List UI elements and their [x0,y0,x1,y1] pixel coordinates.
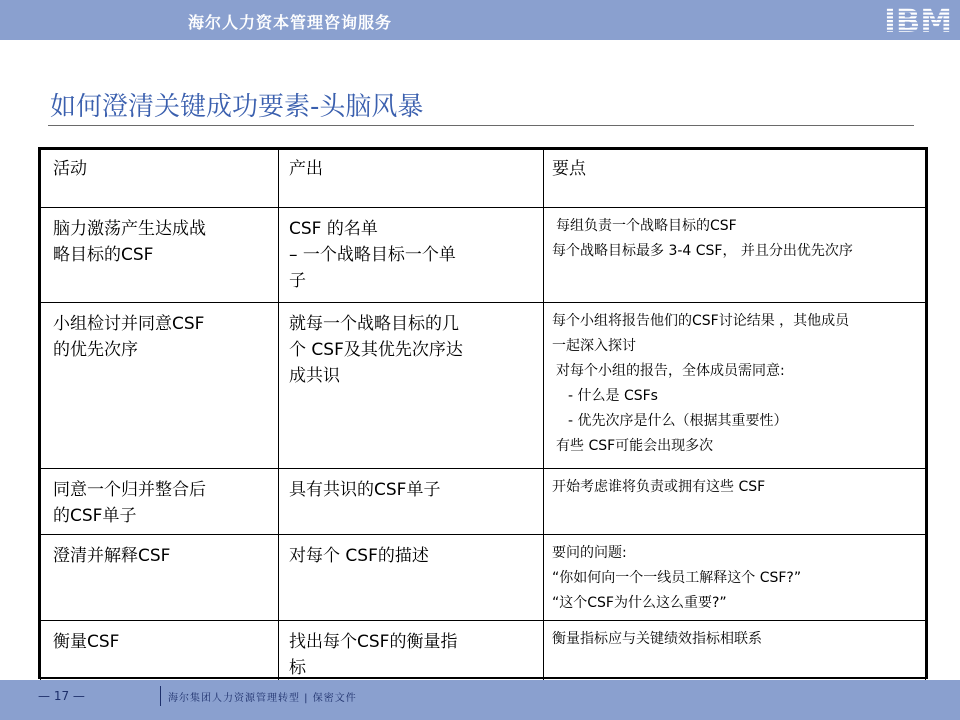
csf-table [38,147,928,679]
header-bar [0,0,960,40]
footer-text: 海尔集团人力资源管理转型 | 保密文件 [168,693,357,704]
row5-activity: 衡量CSF [41,621,279,682]
row3-output: 具有共识的CSF单子 [279,469,544,535]
footer-divider [160,686,161,706]
page-title: 如何澄清关键成功要素-头脑风暴 [50,92,424,122]
svg-text:IBM: IBM [884,5,952,35]
row2-output: 就每一个战略目标的几 个 CSF及其优先次序达 成共识 [279,303,544,469]
row4-points: 要问的问题: “你如何向一个一线员工解释这个 CSF?” “这个CSF为什么这么重要?” [544,535,926,621]
row5-output: 找出每个CSF的衡量指 标 [279,621,544,682]
title-divider [48,125,914,126]
footer-bar [0,680,960,720]
header-points: 要点 [544,150,926,208]
row4-activity: 澄清并解释CSF [41,535,279,621]
table-row [41,208,926,303]
row1-output: CSF 的名单 – 一个战略目标一个单 子 [279,208,544,303]
header-brand: 海尔人力资本管理咨询服务 [188,13,393,32]
table-header-row [41,150,926,208]
table-row [41,469,926,535]
row3-points: 开始考虑谁将负责或拥有这些 CSF [544,469,926,535]
header-output: 产出 [279,150,544,208]
ibm-logo [884,5,952,35]
table-row [41,303,926,469]
row1-activity: 脑力激荡产生达成战 略目标的CSF [41,208,279,303]
row2-activity: 小组检讨并同意CSF 的优先次序 [41,303,279,469]
page-number: — 17 — [38,689,85,703]
row3-activity: 同意一个归并整合后 的CSF单子 [41,469,279,535]
table-row [41,621,926,682]
table-row [41,535,926,621]
row1-points: 每组负责一个战略目标的CSF 每个战略目标最多 3-4 CSF， 并且分出优先次序 [544,208,926,303]
header-activity: 活动 [41,150,279,208]
row4-output: 对每个 CSF的描述 [279,535,544,621]
row2-points: 每个小组将报告他们的CSF讨论结果 ，其他成员 一起深入探讨 对每个小组的报告，全体成员需同意: - 什么是 CSFs - 优先次序是什么（根据其重要性） 有些 CSF可能会出现多次 [544,303,926,469]
row5-points: 衡量指标应与关键绩效指标相联系 [544,621,926,682]
